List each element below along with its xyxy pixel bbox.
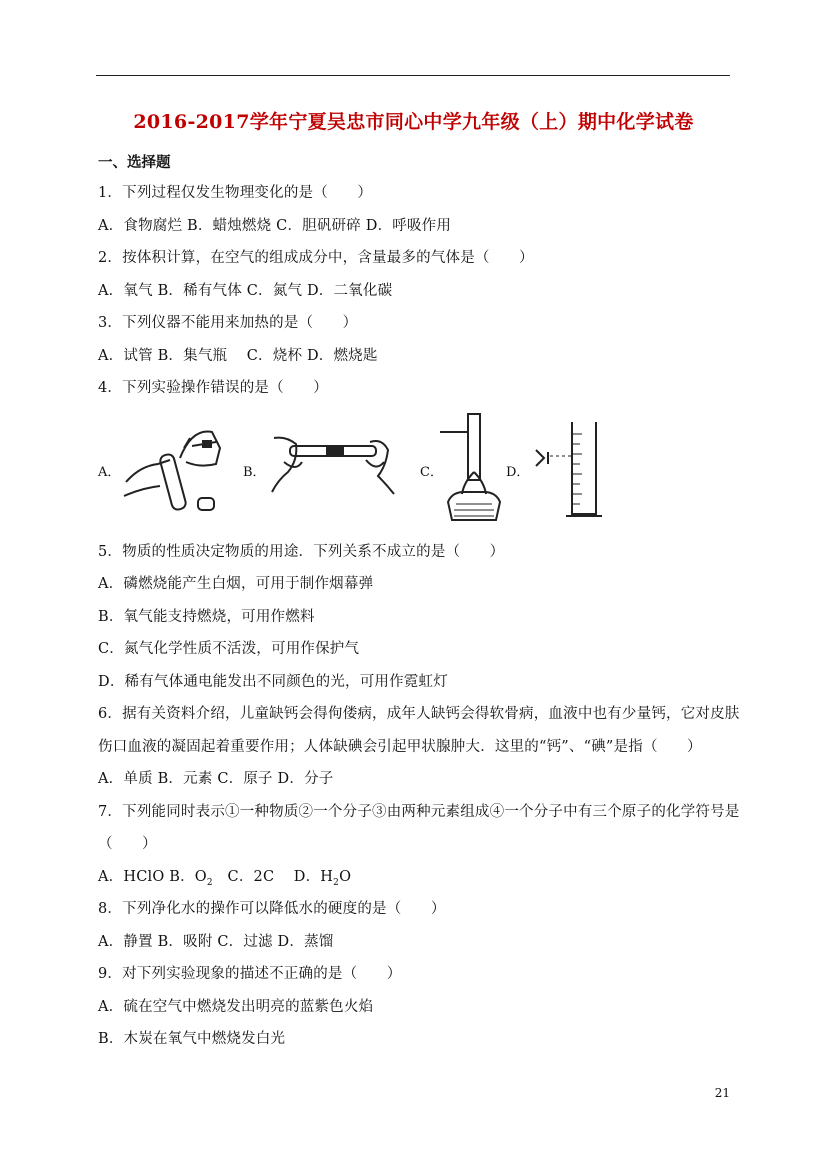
q3-stem: 3．下列仪器不能用来加热的是（ ） (98, 315, 358, 331)
q2-stem: 2．按体积计算，在空气的组成成分中，含量最多的气体是（ ） (98, 250, 534, 266)
q9-stem: 9．对下列实验现象的描述不正确的是（ ） (98, 966, 402, 982)
q3-options: A．试管 B．集气瓶 C．烧杯 D．燃烧匙 (98, 348, 378, 364)
q7-options: A．HClO B．$O_2$ C．2C D．$H_2O$ (98, 869, 352, 888)
q8-options: A．静置 B．吸附 C．过滤 D．蒸馏 (98, 934, 334, 950)
figure-label-c: C． (420, 465, 443, 480)
q4-stem: 4．下列实验操作错误的是（ ） (98, 380, 328, 396)
q5-stem: 5．物质的性质决定物质的用途．下列关系不成立的是（ ） (98, 544, 505, 560)
header-rule (96, 75, 730, 76)
q8-stem: 8．下列净化水的操作可以降低水的硬度的是（ ） (98, 901, 446, 917)
q6-stem-line2: 伤口血液的凝固起着重要作用；人体缺碘会引起甲状腺肿大．这里的“钙”、“碘”是指（ ） (98, 739, 702, 755)
figure-label-d: D． (506, 465, 530, 480)
q1-stem: 1．下列过程仅发生物理变化的是（ ） (98, 185, 373, 201)
figure-c-alcohol-lamp (438, 412, 508, 522)
q7-stem-line1: 7．下列能同时表示①一种物质②一个分子③由两种元素组成④一个分子中有三个原子的化学符号是 (98, 804, 740, 820)
figure-label-a: A． (98, 465, 121, 480)
figure-label-b: B． (243, 465, 266, 480)
q9-option-b: B．木炭在氧气中燃烧发白光 (98, 1031, 286, 1047)
q6-stem-line1: 6．据有关资料介绍，儿童缺钙会得佝偻病，成年人缺钙会得软骨病，血液中也有少量钙，它对皮肤 (98, 706, 740, 722)
q5-option-a: A．磷燃烧能产生白烟，可用于制作烟幕弹 (98, 576, 374, 592)
q5-option-c: C．氮气化学性质不活泼，可用作保护气 (98, 641, 360, 657)
q5-option-d: D．稀有气体通电能发出不同颜色的光，可用作霓虹灯 (98, 674, 448, 690)
figure-b-glass-tube (266, 432, 401, 502)
q2-options: A．氧气 B．稀有气体 C．氮气 D．二氧化碳 (98, 283, 393, 299)
q1-options: A．食物腐烂 B．蜡烛燃烧 C．胆矾研碎 D．呼吸作用 (98, 218, 452, 234)
figure-a-test-tube-stopper (120, 418, 225, 518)
exam-title: 2016-2017学年宁夏吴忠市同心中学九年级（上）期中化学试卷 (133, 111, 694, 133)
q7-stem-line2: （ ） (98, 836, 157, 852)
q9-option-a: A．硫在空气中燃烧发出明亮的蓝紫色火焰 (98, 999, 374, 1015)
section-heading: 一、选择题 (98, 154, 171, 171)
q6-options: A．单质 B．元素 C．原子 D．分子 (98, 771, 334, 787)
q5-option-b: B．氧气能支持燃烧，可用作燃料 (98, 609, 315, 625)
figure-d-graduated-cylinder (530, 418, 610, 522)
page-number: 21 (714, 1086, 730, 1100)
q4-figures (98, 412, 618, 522)
